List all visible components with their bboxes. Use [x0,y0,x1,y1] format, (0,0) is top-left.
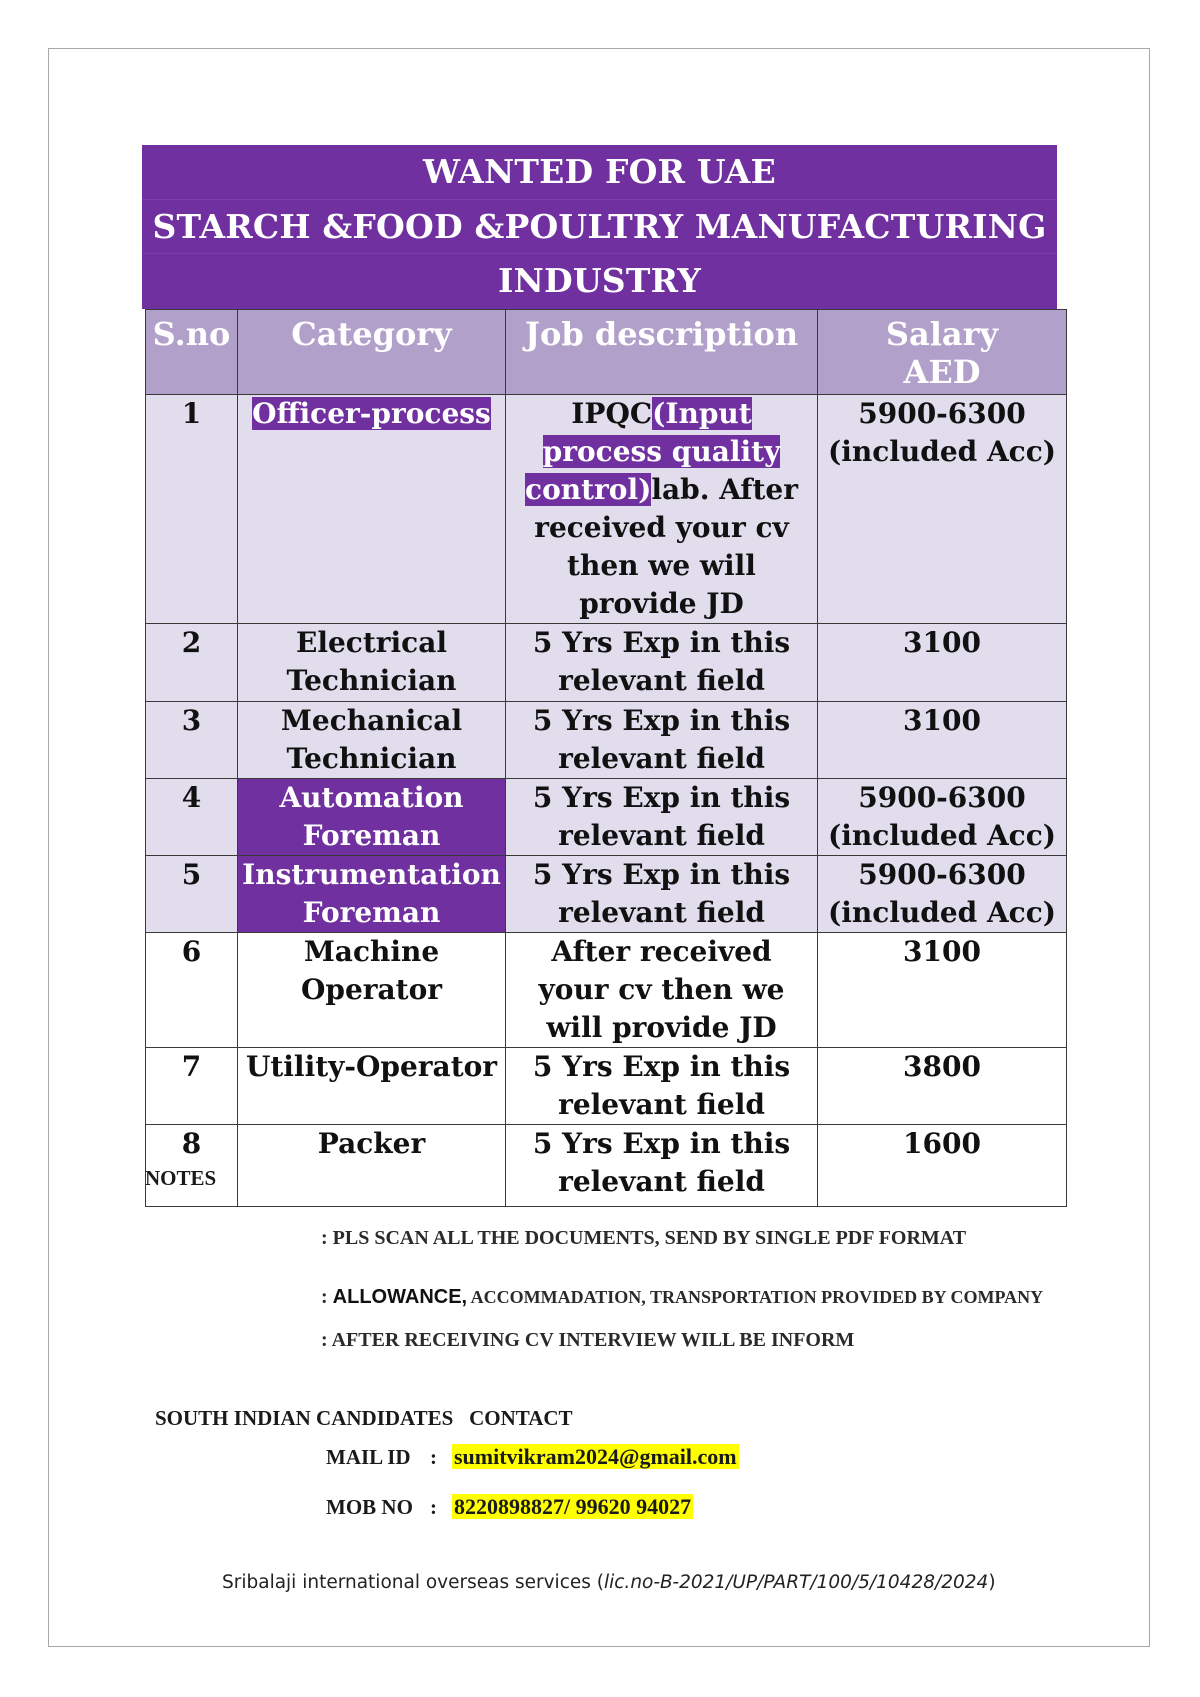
cell-job-description [506,933,818,1048]
job-line: relevant field [558,742,765,775]
header-sno: S.no [146,310,238,395]
salary-line: 5900-6300 [858,397,1026,430]
cell-job-description [506,395,818,624]
note-prefix: : [321,1227,333,1249]
job-line: relevant field [558,664,765,697]
job-line: After received [551,935,772,968]
cell-sno: 6 [146,933,238,1048]
table-row [146,1048,1067,1125]
cell-job-description [506,779,818,856]
note-item [321,1227,966,1250]
mobile-label: MOB NO [326,1495,413,1519]
category-line: Operator [300,973,443,1006]
note-text: AFTER RECEIVING CV INTERVIEW WILL BE INFORM [331,1329,855,1351]
category-line: Instrumentation [242,858,501,891]
cell-sno: 3 [146,702,238,779]
cell-category [238,856,506,933]
header-salary [818,310,1067,395]
header-job-description: Job description [506,310,818,395]
job-line: 5 Yrs Exp in this [532,704,791,737]
mobile-row [326,1493,693,1521]
cell-salary [818,395,1067,624]
category-text: Officer-process [252,397,491,430]
job-line: relevant field [558,896,765,929]
table-row [146,702,1067,779]
job-line: relevant field [558,819,765,852]
contact-heading: SOUTH INDIAN CANDIDATES CONTACT [155,1406,573,1430]
job-line: 5 Yrs Exp in this [532,781,791,814]
note-prefix: : [321,1329,332,1351]
mobile-separator: : [430,1495,437,1519]
cell-salary [818,1125,1067,1207]
category-line: Automation [279,781,464,814]
mail-row [326,1443,739,1471]
salary-line: 3100 [903,935,981,968]
footer-license: lic.no-B-2021/UP/PART/100/5/10428/2024 [603,1572,989,1593]
salary-line: (included Acc) [827,435,1057,468]
footer-close: ) [988,1572,996,1593]
table-row [146,856,1067,933]
salary-line: (included Acc) [827,819,1057,852]
cell-sno: 1 [146,395,238,624]
job-line: 5 Yrs Exp in this [532,858,791,891]
salary-line: (included Acc) [827,896,1057,929]
note-text: PLS SCAN ALL THE DOCUMENTS, SEND BY SINGLE PDF FORMAT [332,1227,967,1249]
note-text: ACCOMMADATION, TRANSPORTATION PROVIDED BY COMPANY [467,1287,1044,1307]
note-item [321,1329,854,1352]
category-line: Technician [286,664,457,697]
salary-line: 5900-6300 [858,781,1026,814]
category-line: Machine [303,935,440,968]
note-lead: ALLOWANCE, [332,1286,468,1308]
salary-line: 1600 [903,1127,981,1160]
cell-sno: 2 [146,624,238,702]
salary-line: 3100 [903,626,981,659]
footer-company: Sribalaji international overseas services ( [222,1572,604,1593]
mail-separator: : [430,1445,437,1469]
header-salary-line2: AED [903,353,981,391]
job-part: IPQC [571,397,653,430]
category-line: Technician [286,742,457,775]
job-line: your cv then we [538,973,785,1006]
salary-line: 3800 [903,1050,981,1083]
mail-label: MAIL ID [326,1445,411,1469]
job-line: 5 Yrs Exp in this [532,626,791,659]
job-line: relevant field [558,1088,765,1121]
cell-salary [818,624,1067,702]
job-line: 5 Yrs Exp in this [532,1050,791,1083]
cell-category [238,933,506,1048]
category-line: Foreman [302,819,441,852]
cell-job-description [506,624,818,702]
cell-salary [818,1048,1067,1125]
mobile-value[interactable]: 8220898827/ 99620 94027 [454,1494,692,1519]
cell-salary [818,933,1067,1048]
header-category: Category [238,310,506,395]
cell-job-description [506,1048,818,1125]
cell-category [238,702,506,779]
category-line: Utility-Operator [245,1050,498,1083]
cell-sno: 4 [146,779,238,856]
cell-job-description [506,856,818,933]
table-row [146,395,1067,624]
mail-value[interactable]: sumitvikram2024@gmail.com [454,1444,737,1469]
cell-job-description [506,1125,818,1207]
table-row [146,1125,1067,1207]
banner-line-1: WANTED FOR UAE [142,145,1057,200]
job-line: will provide JD [546,1011,777,1044]
cell-category [238,395,506,624]
table-header-row [146,310,1067,395]
category-line: Mechanical [280,704,463,737]
job-line: relevant field [558,1165,765,1198]
header-salary-line1: Salary [885,315,999,353]
cell-category [238,624,506,702]
salary-line: 5900-6300 [858,858,1026,891]
cell-sno: 5 [146,856,238,933]
jobs-table [145,309,1067,1207]
cell-sno: 8 [146,1125,238,1207]
table-row [146,779,1067,856]
cell-category [238,779,506,856]
cell-job-description [506,702,818,779]
job-part: lab. After received your cv then we will provide JD [534,473,798,620]
note-item [321,1286,1043,1309]
cell-salary [818,702,1067,779]
banner-line-2: STARCH &FOOD &POULTRY MANUFACTURING [142,200,1057,255]
table-row [146,933,1067,1048]
cell-salary [818,779,1067,856]
category-line: Electrical [296,626,447,659]
banner-line-3: INDUSTRY [498,261,701,301]
table-row [146,624,1067,702]
title-banner [142,145,1057,309]
cell-sno: 7 [146,1048,238,1125]
cell-category [238,1125,506,1207]
salary-line: 3100 [903,704,981,737]
note-prefix: : [321,1286,333,1308]
notes-title: NOTES [145,1166,217,1190]
cell-salary [818,856,1067,933]
category-line: Packer [317,1127,426,1160]
footer-company-line [222,1572,996,1593]
category-line: Foreman [302,896,441,929]
job-part-highlight: (Input process quality control) [525,397,781,506]
cell-category [238,1048,506,1125]
job-line: 5 Yrs Exp in this [532,1127,791,1160]
